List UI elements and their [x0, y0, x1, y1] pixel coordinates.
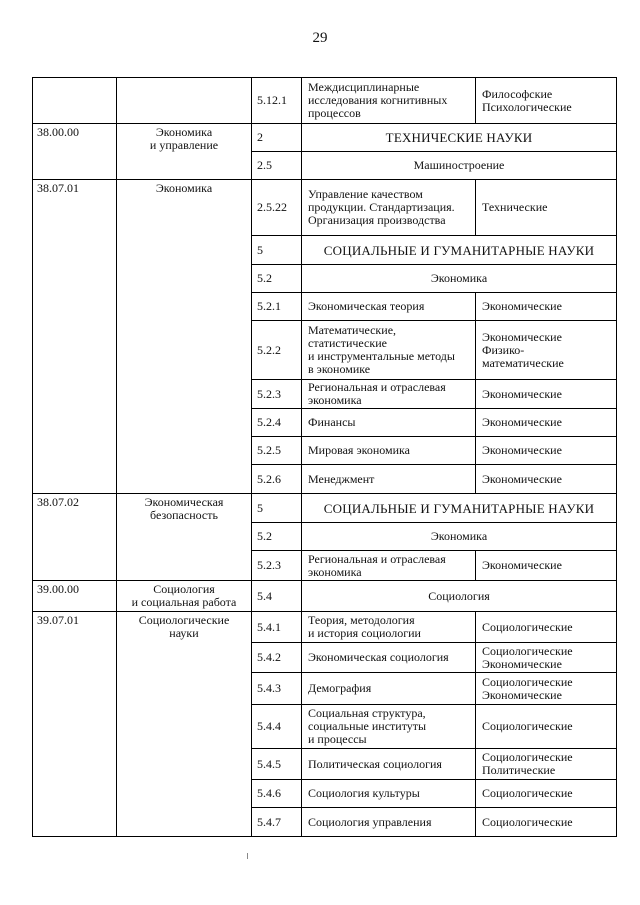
field-cell: Экономические: [476, 465, 617, 494]
number-cell: 5.4: [252, 581, 302, 612]
field-cell: Философские Психологические: [476, 78, 617, 124]
code-cell: [33, 78, 117, 124]
specialty-cell: Экономика: [117, 180, 252, 494]
scan-mark: [247, 853, 248, 859]
name-cell: Социальная структура, социальные институты и процессы: [302, 705, 476, 749]
specialty-cell: Социология и социальная работа: [117, 581, 252, 612]
name-cell: Менеджмент: [302, 465, 476, 494]
table-row: [33, 78, 617, 124]
table-row: [33, 581, 617, 612]
field-cell: Экономические: [476, 380, 617, 409]
name-cell: Экономическая социология: [302, 643, 476, 673]
field-cell: Экономические: [476, 551, 617, 581]
field-cell: Социологические Экономические: [476, 643, 617, 673]
name-cell: Математические, статистические и инструментальные методы в экономике: [302, 321, 476, 380]
code-cell: 38.07.01: [33, 180, 117, 494]
number-cell: 2.5.22: [252, 180, 302, 236]
field-cell: Экономические Физико- математические: [476, 321, 617, 380]
number-cell: 2: [252, 124, 302, 152]
number-cell: 5.2.6: [252, 465, 302, 494]
name-cell: Финансы: [302, 409, 476, 437]
number-cell: 5.2.1: [252, 293, 302, 321]
number-cell: 5.4.3: [252, 673, 302, 705]
number-cell: 5.4.2: [252, 643, 302, 673]
field-cell: Социологические Политические: [476, 749, 617, 780]
field-cell: Социологические Экономические: [476, 673, 617, 705]
field-cell: Экономические: [476, 437, 617, 465]
specialty-cell: [117, 78, 252, 124]
name-cell: Социология управления: [302, 808, 476, 837]
section-heading: ТЕХНИЧЕСКИЕ НАУКИ: [302, 124, 617, 152]
specialty-cell: Экономика и управление: [117, 124, 252, 180]
field-cell: Социологические: [476, 612, 617, 643]
name-cell: Управление качеством продукции. Стандартизация. Организация производства: [302, 180, 476, 236]
number-cell: 5.2.2: [252, 321, 302, 380]
number-cell: 5: [252, 494, 302, 523]
number-cell: 5.2: [252, 523, 302, 551]
section-heading: Экономика: [302, 265, 617, 293]
number-cell: 5.4.1: [252, 612, 302, 643]
number-cell: 5.4.6: [252, 780, 302, 808]
field-cell: Экономические: [476, 293, 617, 321]
number-cell: 5.2.3: [252, 380, 302, 409]
specialty-cell: Социологические науки: [117, 612, 252, 837]
code-cell: 39.00.00: [33, 581, 117, 612]
table-row: [33, 180, 617, 236]
name-cell: Политическая социология: [302, 749, 476, 780]
code-cell: 39.07.01: [33, 612, 117, 837]
table-row: [33, 124, 617, 152]
specialty-cell: Экономическая безопасность: [117, 494, 252, 581]
name-cell: Междисциплинарные исследования когнитивных процессов: [302, 78, 476, 124]
number-cell: 5.2.3: [252, 551, 302, 581]
number-cell: 5.4.7: [252, 808, 302, 837]
field-cell: Социологические: [476, 705, 617, 749]
number-cell: 5.4.5: [252, 749, 302, 780]
number-cell: 5.12.1: [252, 78, 302, 124]
name-cell: Социология культуры: [302, 780, 476, 808]
name-cell: Демография: [302, 673, 476, 705]
name-cell: Мировая экономика: [302, 437, 476, 465]
table-row: [33, 494, 617, 523]
section-heading: Экономика: [302, 523, 617, 551]
page-number: 29: [312, 30, 328, 46]
name-cell: Региональная и отраслевая экономика: [302, 380, 476, 409]
section-heading: Социология: [302, 581, 617, 612]
number-cell: 5.2.5: [252, 437, 302, 465]
name-cell: Региональная и отраслевая экономика: [302, 551, 476, 581]
section-heading: СОЦИАЛЬНЫЕ И ГУМАНИТАРНЫЕ НАУКИ: [302, 236, 617, 265]
name-cell: Экономическая теория: [302, 293, 476, 321]
field-cell: Технические: [476, 180, 617, 236]
table-row: [33, 612, 617, 643]
section-heading: Машиностроение: [302, 152, 617, 180]
code-cell: 38.00.00: [33, 124, 117, 180]
number-cell: 5: [252, 236, 302, 265]
code-cell: 38.07.02: [33, 494, 117, 581]
number-cell: 5.2.4: [252, 409, 302, 437]
number-cell: 5.4.4: [252, 705, 302, 749]
field-cell: Социологические: [476, 780, 617, 808]
name-cell: Теория, методология и история социологии: [302, 612, 476, 643]
specialties-table: [32, 77, 617, 837]
number-cell: 5.2: [252, 265, 302, 293]
section-heading: СОЦИАЛЬНЫЕ И ГУМАНИТАРНЫЕ НАУКИ: [302, 494, 617, 523]
field-cell: Экономические: [476, 409, 617, 437]
number-cell: 2.5: [252, 152, 302, 180]
field-cell: Социологические: [476, 808, 617, 837]
